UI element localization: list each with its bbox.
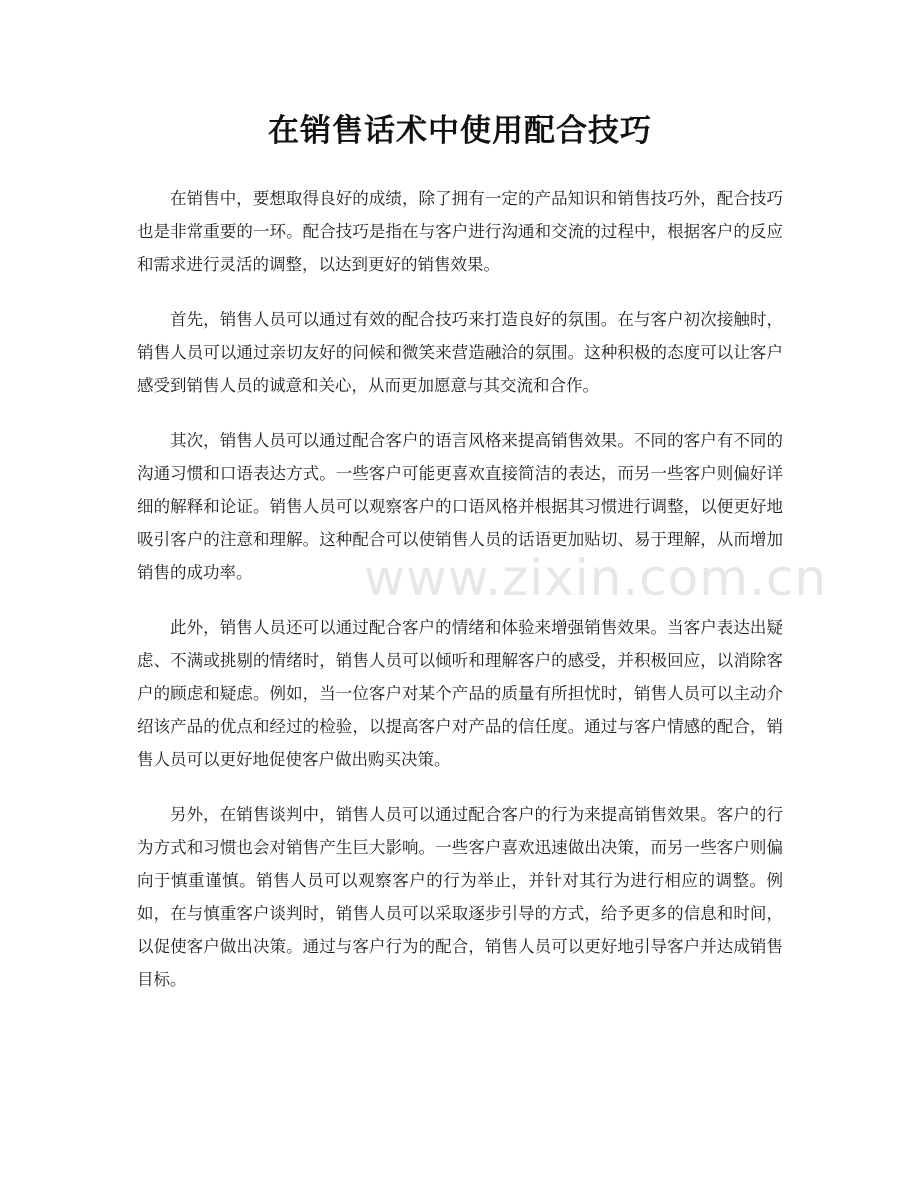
watermark: www.zixin.com.cn <box>364 549 828 607</box>
paragraph-3: 其次，销售人员可以通过配合客户的语言风格来提高销售效果。不同的客户有不同的沟通习惯和口语表达方式。一些客户可能更喜欢直接简洁的表达，而另一些客户则偏好详细的解释和论证。销售人员可以观察客户的口语风格并根据其习惯进行调整，以便更好地吸引客户的注意和理解。这种配合可以使销售人员的话语更加贴切、易于理解，从而增加销售的成功率。 <box>137 431 783 582</box>
document-title: 在销售话术中使用配合技巧 <box>268 113 652 149</box>
document-body <box>137 182 783 1018</box>
paragraph-1: 在销售中，要想取得良好的成绩，除了拥有一定的产品知识和销售技巧外，配合技巧也是非常重要的一环。配合技巧是指在与客户进行沟通和交流的过程中，根据客户的反应和需求进行灵活的调整，以达到更好的销售效果。 <box>137 189 783 274</box>
paragraph-5: 另外，在销售谈判中，销售人员可以通过配合客户的行为来提高销售效果。客户的行为方式和习惯也会对销售产生巨大影响。一些客户喜欢迅速做出决策，而另一些客户则偏向于慎重谨慎。销售人员可以观察客户的行为举止，并针对其行为进行相应的调整。例如，在与慎重客户谈判时，销售人员可以采取逐步引导的方式，给予更多的信息和时间，以促使客户做出决策。通过与客户行为的配合，销售人员可以更好地引导客户并达成销售目标。 <box>137 805 783 989</box>
paragraph-4: 此外，销售人员还可以通过配合客户的情绪和体验来增强销售效果。当客户表达出疑虑、不满或挑剔的情绪时，销售人员可以倾听和理解客户的感受，并积极回应，以消除客户的顾虑和疑虑。例如，当一位客户对某个产品的质量有所担忧时，销售人员可以主动介绍该产品的优点和经过的检验，以提高客户对产品的信任度。通过与客户情感的配合，销售人员可以更好地促使客户做出购买决策。 <box>137 618 783 769</box>
paragraph-2: 首先，销售人员可以通过有效的配合技巧来打造良好的氛围。在与客户初次接触时，销售人员可以通过亲切友好的问候和微笑来营造融洽的氛围。这种积极的态度可以让客户感受到销售人员的诚意和关心，从而更加愿意与其交流和合作。 <box>137 310 783 395</box>
